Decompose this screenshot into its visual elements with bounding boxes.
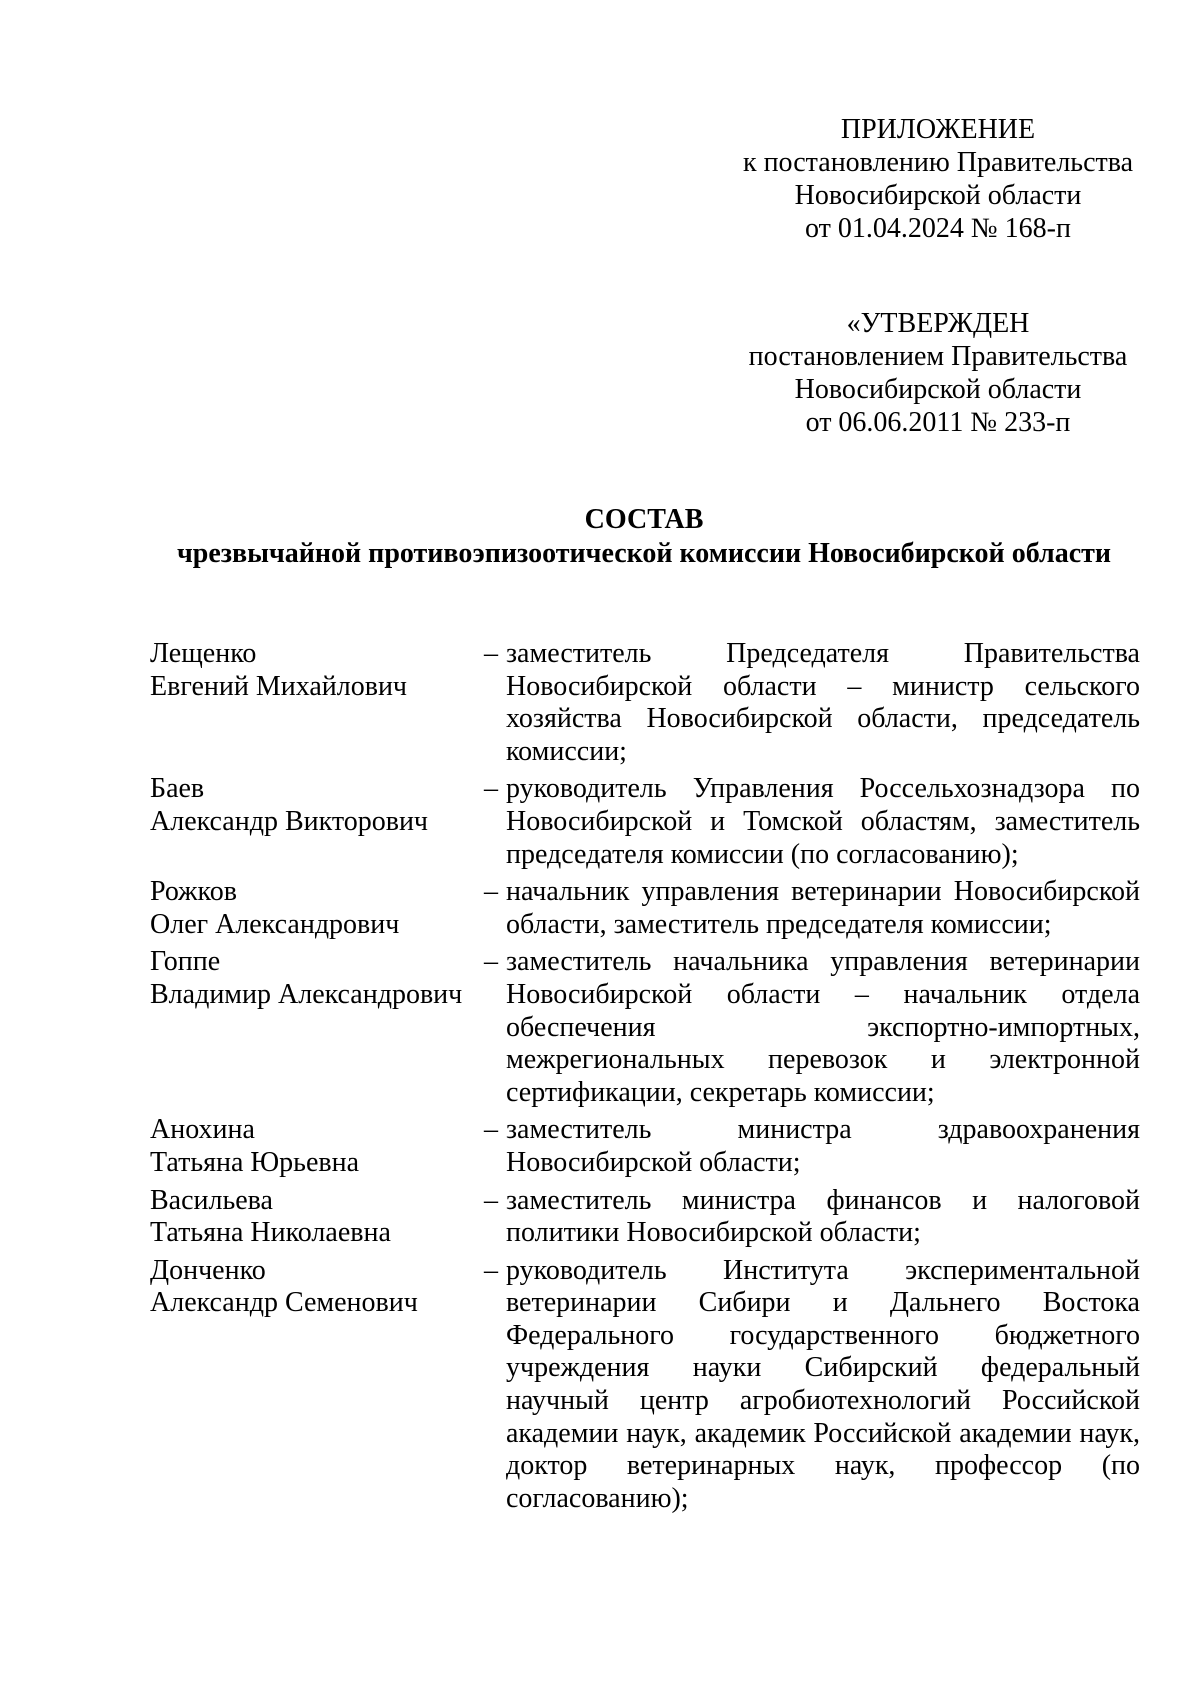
appendix-line-2: Новосибирской области [794, 180, 1082, 211]
appendix-line-3: от 01.04.2024 № 168-п [805, 213, 1071, 244]
commission-member-list [150, 638, 1140, 1520]
member-dash: – [484, 1184, 498, 1216]
approved-line-2: Новосибирской области [794, 374, 1082, 405]
member-row [150, 1185, 1140, 1250]
member-role: заместитель министра здравоохранения Новосибирской области; [506, 1114, 1140, 1178]
member-name [150, 638, 476, 768]
member-given-name: Татьяна Юрьевна [150, 1146, 360, 1178]
member-surname: Васильева [150, 1184, 273, 1216]
member-dash: – [484, 946, 498, 978]
member-surname: Донченко [150, 1254, 266, 1286]
member-given-name: Олег Александрович [150, 908, 400, 940]
document-title [148, 503, 1140, 571]
member-surname: Рожков [150, 876, 237, 908]
member-given-name: Евгений Михайлович [150, 670, 408, 702]
member-row [150, 638, 1140, 768]
member-surname: Анохина [150, 1114, 255, 1146]
approved-line-3: от 06.06.2011 № 233-п [805, 407, 1071, 438]
member-name [150, 773, 476, 871]
appendix-line-1: к постановлению Правительства [742, 147, 1134, 178]
member-dash: – [484, 638, 498, 669]
member-surname: Гоппе [150, 946, 221, 978]
member-row [150, 876, 1140, 941]
member-role: заместитель начальника управления ветеринарии Новосибирской области – начальник отдела обеспечения экспортно-импортных, межрегиональных перевозок и электронной сертификации, секретарь комиссии; [506, 946, 1140, 1108]
member-surname: Лещенко [150, 638, 257, 669]
member-role: заместитель Председателя Правительства Новосибирской области – министр сельского хозяйства Новосибирской области, председатель комиссии; [506, 638, 1140, 767]
approval-stamp-header [728, 307, 1148, 439]
member-dash: – [484, 876, 498, 908]
member-given-name: Александр Викторович [150, 805, 429, 837]
member-name [150, 876, 476, 941]
title-subtitle: чрезвычайной противоэпизоотической комиссии Новосибирской области [176, 538, 1112, 569]
title-main: СОСТАВ [584, 504, 704, 535]
member-given-name: Александр Семенович [150, 1287, 418, 1319]
member-given-name: Владимир Александрович [150, 978, 463, 1010]
member-role: руководитель Управления Россельхознадзора по Новосибирской и Томской областям, заместитель председателя комиссии (по согласованию); [506, 773, 1140, 870]
member-row [150, 1114, 1140, 1179]
member-dash: – [484, 1254, 498, 1286]
member-role: начальник управления ветеринарии Новосибирской области, заместитель председателя комиссии; [506, 876, 1140, 940]
member-dash: – [484, 773, 498, 805]
appendix-heading: ПРИЛОЖЕНИЕ [840, 114, 1036, 145]
member-dash: – [484, 1114, 498, 1146]
member-name [150, 1114, 476, 1179]
member-given-name: Татьяна Николаевна [150, 1217, 391, 1249]
member-row [150, 1255, 1140, 1516]
member-row [150, 946, 1140, 1109]
member-surname: Баев [150, 773, 205, 805]
approved-heading: «УТВЕРЖДЕН [846, 308, 1030, 339]
member-role: заместитель министра финансов и налоговой политики Новосибирской области; [506, 1184, 1140, 1249]
appendix-header [728, 113, 1148, 245]
member-name [150, 1255, 476, 1516]
approved-line-1: постановлением Правительства [748, 341, 1128, 372]
member-name [150, 946, 476, 1109]
member-role: руководитель Института экспериментальной ветеринарии Сибири и Дальнего Востока Федерального государственного бюджетного учреждения науки Сибирский федеральный научный центр агробиотехнологий Российской академии наук, академик Российской академии наук, доктор ветеринарных наук, профессор (по согласованию); [506, 1254, 1140, 1514]
member-name [150, 1185, 476, 1250]
member-row [150, 773, 1140, 871]
